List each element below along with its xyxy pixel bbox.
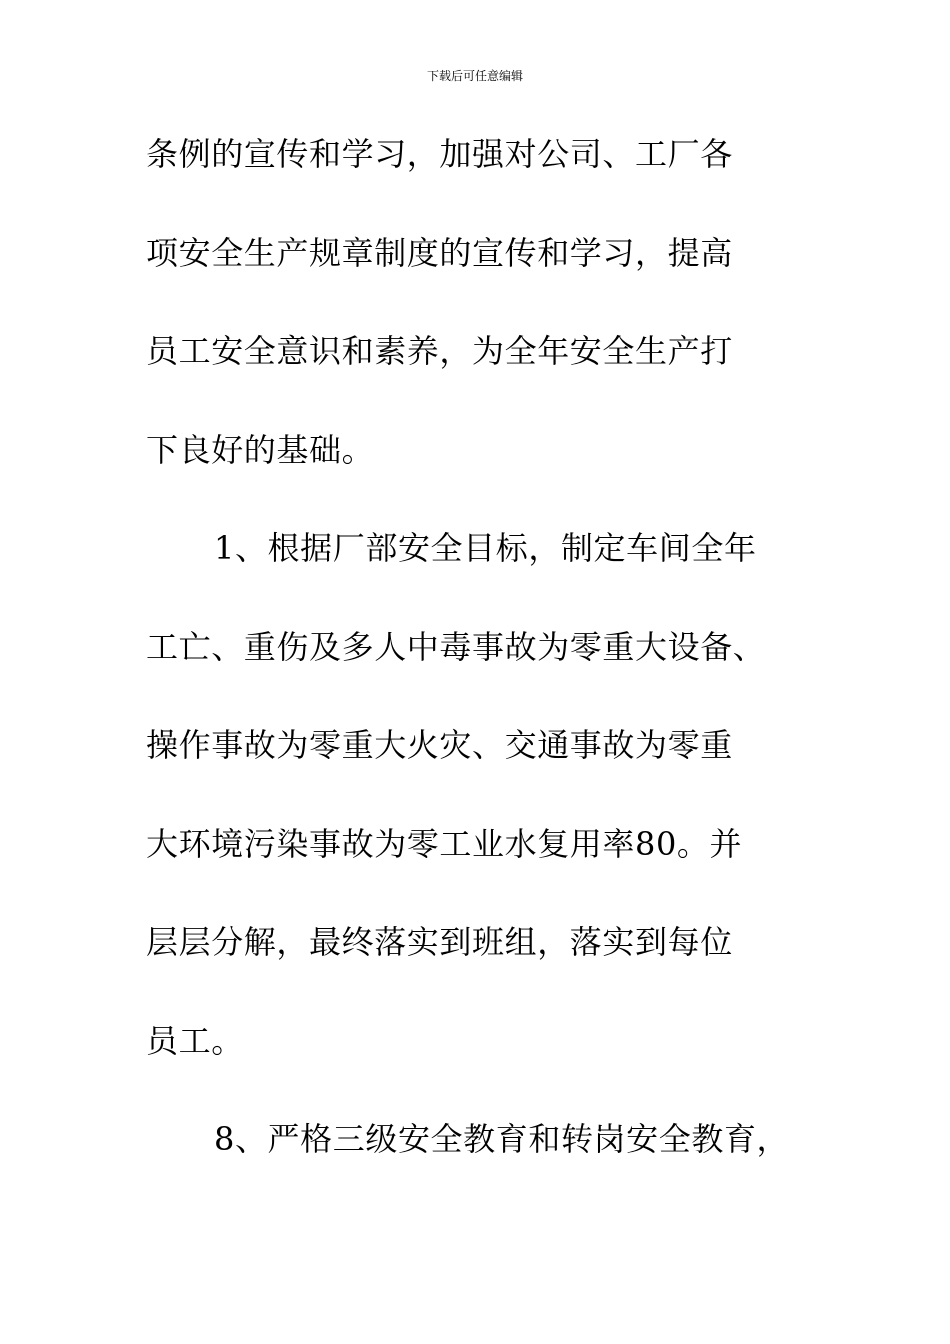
paragraph-1-start: 1、根据厂部安全目标，制定车间全年 — [214, 529, 757, 567]
text-line: 员工安全意识和素养，为全年安全生产打 — [146, 332, 733, 370]
body-text — [146, 126, 816, 1210]
text-line: 项安全生产规章制度的宣传和学习，提高 — [146, 233, 733, 272]
text-line: 员工。 — [146, 1021, 244, 1060]
text-line: 大环境污染事故为零工业水复用率80。并 — [146, 824, 743, 863]
text-line: 操作事故为零重大火灾、交通事故为零重 — [146, 726, 733, 764]
text-line: 工亡、重伤及多人中毒事故为零重大设备、 — [146, 627, 766, 666]
text-line: 下良好的基础。 — [146, 430, 375, 469]
paragraph-8-start: 8、严格三级安全教育和转岗安全教育， — [214, 1120, 790, 1158]
header-note: 下载后可任意编辑 — [426, 69, 523, 83]
text-line: 条例的宣传和学习，加强对公司、工厂各 — [146, 135, 733, 173]
text-line: 层层分解，最终落实到班组，落实到每位 — [146, 923, 733, 961]
